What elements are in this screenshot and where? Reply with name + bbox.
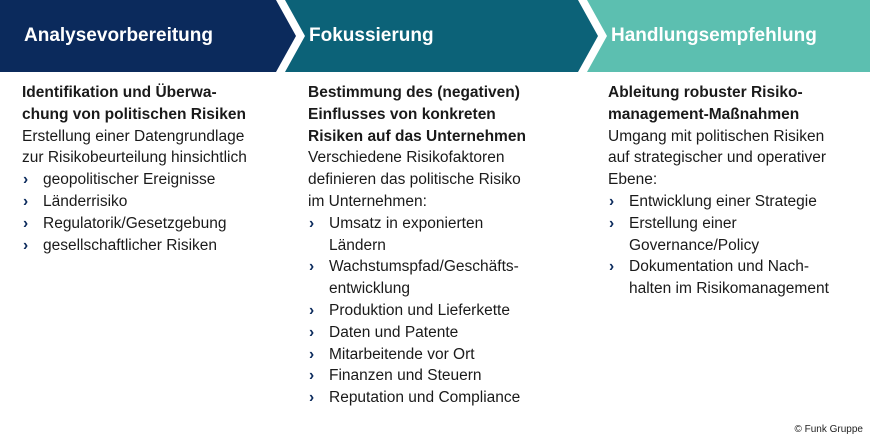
- text-line: zur Risikobeurteilung hinsichtlich: [22, 149, 247, 167]
- step-title-handlungsempfehlung: Handlungsempfehlung: [611, 25, 817, 46]
- chevron-right-icon: ›: [23, 236, 29, 254]
- text-line: Verschiedene Risikofaktoren: [308, 149, 505, 167]
- item-line: Reputation und Compliance: [329, 389, 521, 407]
- item-line: Wachstumspfad/Geschäfts-: [329, 258, 519, 276]
- heading-line: Ableitung robuster Risiko-: [608, 84, 803, 101]
- column-handlungsempfehlung: [608, 82, 866, 300]
- column-heading: [22, 82, 284, 126]
- copyright-notice: © Funk Gruppe: [794, 424, 863, 435]
- column-analysevorbereitung: [22, 82, 284, 256]
- list-item: [22, 235, 284, 257]
- item-line: Ländern: [329, 236, 386, 254]
- heading-line: management-Maßnahmen: [608, 105, 800, 123]
- column-text: [308, 147, 576, 212]
- heading-line: Einflusses von konkreten: [308, 105, 496, 123]
- heading-line: Identifikation und Überwa-: [22, 84, 217, 101]
- chevron-right-icon: ›: [23, 214, 29, 232]
- bullet-list: [308, 213, 576, 409]
- chevron-right-icon: ›: [309, 214, 315, 232]
- chevron-right-icon: ›: [23, 171, 29, 189]
- item-line: Daten und Patente: [329, 323, 459, 341]
- chevron-right-icon: ›: [609, 192, 615, 210]
- list-item: [608, 191, 866, 213]
- column-text: [608, 126, 866, 191]
- list-item: [308, 387, 576, 409]
- chevron-right-icon: ›: [309, 301, 315, 319]
- heading-line: Risiken auf das Unternehmen: [308, 127, 526, 145]
- item-line: Mitarbeitende vor Ort: [329, 345, 475, 363]
- column-heading: [608, 82, 866, 126]
- text-line: Ebene:: [608, 171, 658, 189]
- chevron-right-icon: ›: [309, 323, 315, 341]
- list-item: [22, 191, 284, 213]
- list-item: [608, 256, 866, 300]
- chevron-right-icon: ›: [309, 389, 315, 407]
- step-title-fokussierung: Fokussierung: [309, 25, 434, 46]
- item-line: Dokumentation und Nach-: [629, 258, 810, 276]
- column-text: [22, 126, 284, 170]
- item-line: Erstellung einer: [629, 214, 737, 232]
- text-line: im Unternehmen:: [308, 192, 427, 210]
- chevron-right-icon: ›: [609, 258, 615, 276]
- item-line: Finanzen und Steuern: [329, 367, 482, 385]
- chevron-right-icon: ›: [309, 258, 315, 276]
- list-item: [22, 213, 284, 235]
- list-item: [308, 322, 576, 344]
- text-line: Erstellung einer Datengrundlage: [22, 127, 245, 145]
- item-line: halten im Risikomanagement: [629, 280, 829, 298]
- heading-line: chung von politischen Risiken: [22, 105, 246, 123]
- list-item: [308, 256, 576, 300]
- heading-line: Bestimmung des (negativen): [308, 84, 520, 101]
- item-line: Entwicklung einer Strategie: [629, 192, 817, 210]
- item-line: entwicklung: [329, 280, 410, 298]
- chevron-right-icon: ›: [309, 345, 315, 363]
- list-item: [308, 213, 576, 257]
- list-item: [308, 300, 576, 322]
- step-title-analysevorbereitung: Analysevorbereitung: [24, 25, 213, 46]
- item-line: Regulatorik/Gesetzgebung: [43, 214, 227, 232]
- column-heading: [308, 82, 576, 147]
- list-item: [22, 169, 284, 191]
- list-item: [308, 344, 576, 366]
- item-line: geopolitischer Ereignisse: [43, 171, 216, 189]
- item-line: Umsatz in exponierten: [329, 214, 484, 232]
- item-line: Länderrisiko: [43, 192, 128, 210]
- list-item: [608, 213, 866, 257]
- text-line: definieren das politische Risiko: [308, 171, 521, 189]
- item-line: Governance/Policy: [629, 236, 760, 254]
- bullet-list: [22, 169, 284, 256]
- item-line: Produktion und Lieferkette: [329, 301, 510, 319]
- list-item: [308, 365, 576, 387]
- chevron-right-icon: ›: [23, 192, 29, 210]
- chevron-right-icon: ›: [609, 214, 615, 232]
- text-line: auf strategischer und operativer: [608, 149, 826, 167]
- text-line: Umgang mit politischen Risiken: [608, 127, 825, 145]
- column-fokussierung: [308, 82, 576, 409]
- item-line: gesellschaftlicher Risiken: [43, 236, 218, 254]
- chevron-right-icon: ›: [309, 367, 315, 385]
- bullet-list: [608, 191, 866, 300]
